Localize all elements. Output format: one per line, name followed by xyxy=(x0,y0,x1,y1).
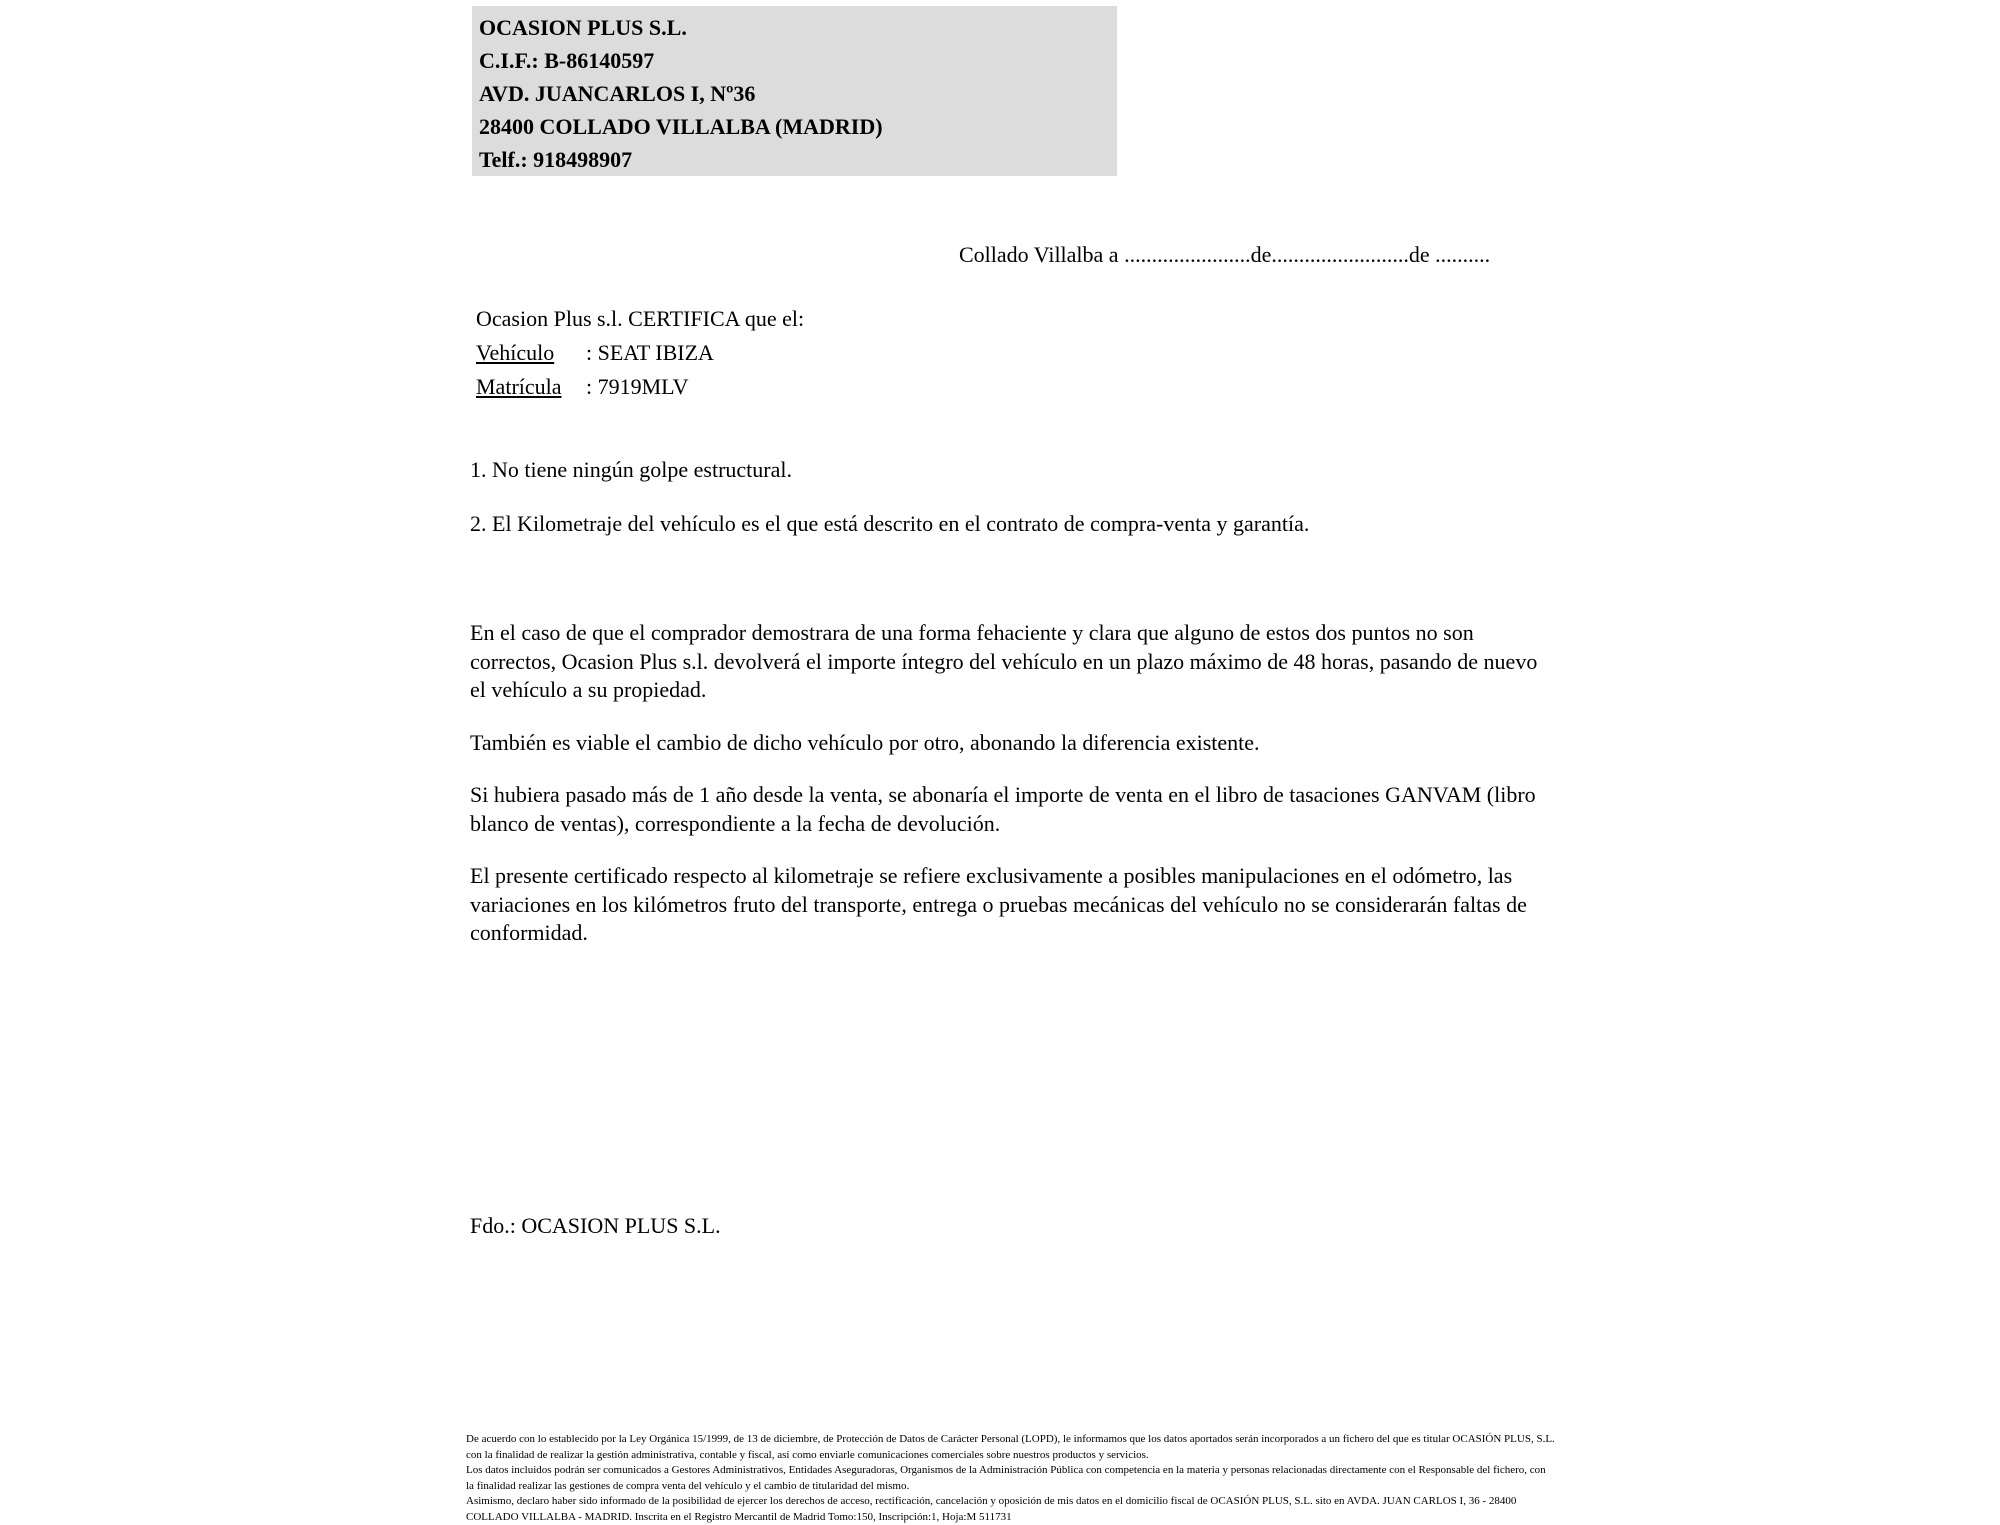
date-line: Collado Villalba a .......................de.........................de .......... xyxy=(959,242,1491,267)
company-address: AVD. JUANCARLOS I, Nº36 xyxy=(479,81,756,106)
legal-paragraph-rights: Asimismo, declaro haber sido informado de la posibilidad de ejercer los derechos de acceso, rectificación, cancelación y oposición de mis datos en el domicilio fiscal de OCASIÓN PLUS, S.L. sito en AVDA. JUAN CARLOS I, 36 - 28400 COLLADO VILLALBA - MADRID. Inscrita en el Registro Mercantil de Madrid Tomo:150, Inscripción:1, Hoja:M 511731 xyxy=(466,1495,1517,1523)
company-city: 28400 COLLADO VILLALBA (MADRID) xyxy=(479,114,883,139)
plate-label: Matrícula xyxy=(476,374,562,399)
point-1: 1. No tiene ningún golpe estructural. xyxy=(470,457,792,482)
paragraph-exchange: También es viable el cambio de dicho vehículo por otro, abonando la diferencia existente. xyxy=(470,729,1260,755)
plate-value: : 7919MLV xyxy=(586,374,689,399)
company-name: OCASION PLUS S.L. xyxy=(479,15,687,40)
company-header xyxy=(472,6,1117,176)
legal-paragraph-lopd: De acuerdo con lo establecido por la Ley Orgánica 15/1999, de 13 de diciembre, de Protección de Datos de Carácter Personal (LOPD), le informamos que los datos aportados serán incorporados a un fichero del que es titular OCASIÓN PLUS, S.L. con la finalidad de realizar la gestión administrativa, contable y fiscal, así como enviarle comunicaciones comerciales sobre nuestros productos y servicios. xyxy=(466,1433,1555,1461)
plate-row xyxy=(476,370,804,404)
vehicle-row xyxy=(476,336,804,370)
paragraph-ganvam: Si hubiera pasado más de 1 año desde la venta, se abonaría el importe de venta en el libro de tasaciones GANVAM (libro blanco de ventas), correspondiente a la fecha de devolución. xyxy=(470,782,1536,836)
paragraph-refund: En el caso de que el comprador demostrara de una forma fehaciente y clara que alguno de estos dos puntos no son correctos, Ocasion Plus s.l. devolverá el importe íntegro del vehículo en un plazo máximo de 48 horas, pasando de nuevo el vehículo a su propiedad. xyxy=(470,620,1538,702)
signature-line: Fdo.: OCASION PLUS S.L. xyxy=(470,1213,721,1238)
company-phone: Telf.: 918498907 xyxy=(479,147,633,172)
body-paragraphs xyxy=(470,619,1545,948)
legal-footer xyxy=(466,1432,1556,1525)
point-2: 2. El Kilometraje del vehículo es el que está descrito en el contrato de compra-venta y garantía. xyxy=(470,511,1310,536)
certification-block xyxy=(476,302,804,404)
certifies-line: Ocasion Plus s.l. CERTIFICA que el: xyxy=(476,306,805,331)
vehicle-label: Vehículo xyxy=(476,340,555,365)
certified-points xyxy=(470,456,1545,538)
company-cif: C.I.F.: B-86140597 xyxy=(479,48,655,73)
legal-paragraph-data-sharing: Los datos incluidos podrán ser comunicados a Gestores Administrativos, Entidades Aseguradoras, Organismos de la Administración Pública con competencia en la materia y personas relacionadas directamente con el Responsable del fichero, con la finalidad realizar las gestiones de compra venta del vehículo y el cambio de titularidad del mismo. xyxy=(466,1464,1546,1492)
vehicle-value: : SEAT IBIZA xyxy=(586,340,714,365)
paragraph-odometer: El presente certificado respecto al kilometraje se refiere exclusivamente a posibles manipulaciones en el odómetro, las variaciones en los kilómetros fruto del transporte, entrega o pruebas mecánicas del vehículo no se considerarán faltas de conformidad. xyxy=(470,863,1527,945)
